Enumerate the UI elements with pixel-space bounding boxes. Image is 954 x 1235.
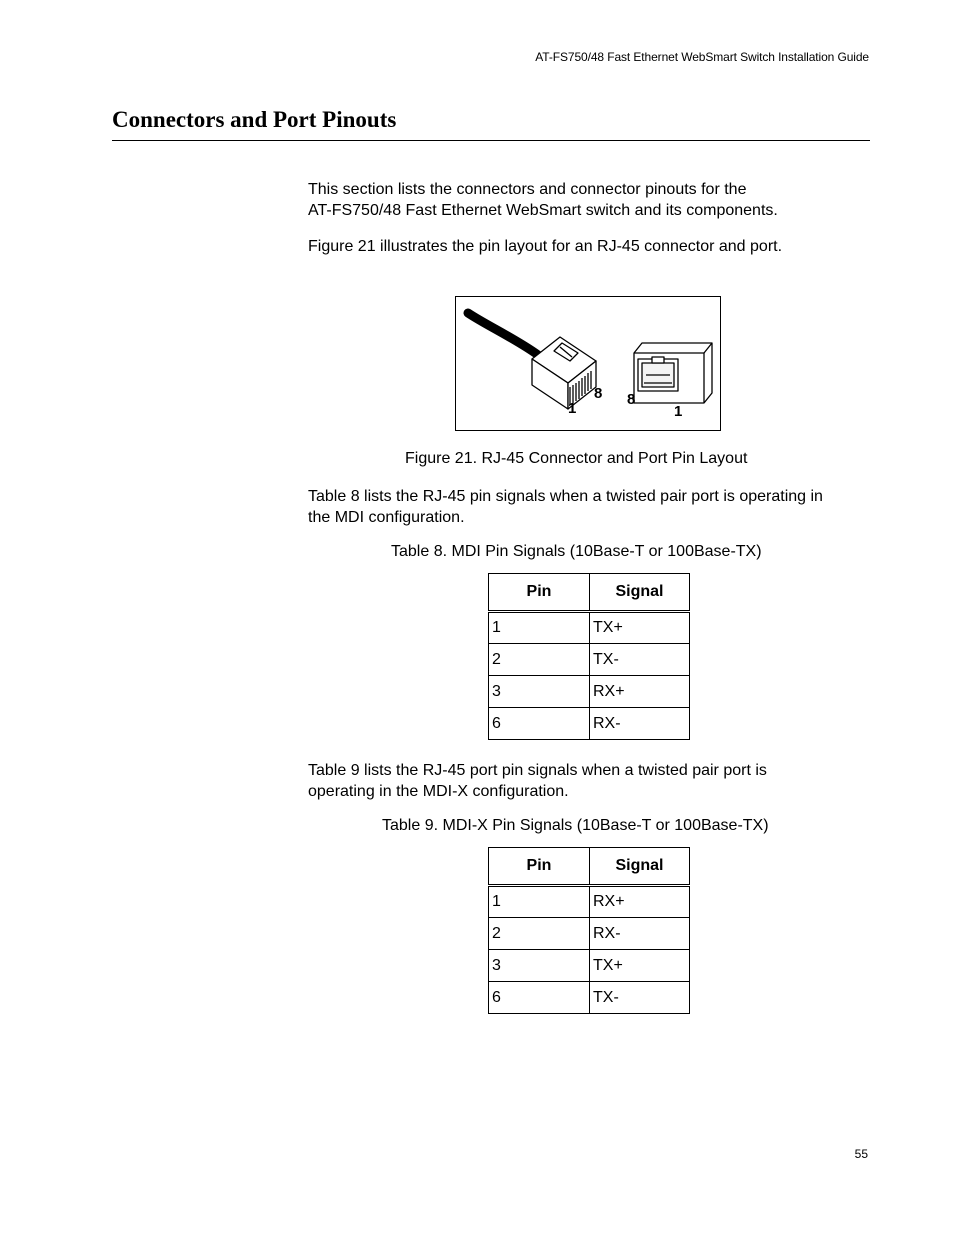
signal-cell: TX+ (590, 950, 690, 982)
pin-column-header: Pin (489, 574, 590, 612)
port-pin-8-label: 8 (627, 391, 636, 408)
running-header: AT-FS750/48 Fast Ethernet WebSmart Switch Installation Guide (535, 50, 869, 64)
table9-intro-line-2: operating in the MDI-X configuration. (308, 783, 569, 800)
cable-shape (468, 313, 538, 355)
rj45-plug-shape (532, 337, 596, 409)
signal-cell: RX- (590, 918, 690, 950)
table9-intro-paragraph (308, 760, 868, 802)
intro-line-2: AT-FS750/48 Fast Ethernet WebSmart switch and its components. (308, 202, 778, 219)
mdi-pin-table (488, 573, 690, 740)
figure-caption: Figure 21. RJ-45 Connector and Port Pin Layout (405, 450, 748, 467)
table9-intro-line-1: Table 9 lists the RJ-45 port pin signals when a twisted pair port is (308, 762, 767, 779)
figure-intro-paragraph: Figure 21 illustrates the pin layout for an RJ-45 connector and port. (308, 238, 783, 255)
port-pin-1-label: 1 (674, 403, 683, 420)
pin-cell: 3 (489, 950, 590, 982)
table8-intro-line-1: Table 8 lists the RJ-45 pin signals when a twisted pair port is operating in (308, 488, 823, 505)
pin-cell: 3 (489, 676, 590, 708)
table-header-row (489, 848, 690, 886)
signal-cell: RX+ (590, 676, 690, 708)
intro-paragraph (308, 179, 868, 221)
title-rule (112, 140, 870, 141)
table-row (489, 644, 690, 676)
table-row (489, 918, 690, 950)
pin-column-header: Pin (489, 848, 590, 886)
plug-pin-1-label: 1 (568, 400, 577, 417)
signal-column-header: Signal (590, 848, 690, 886)
table-header-row (489, 574, 690, 612)
table-row (489, 612, 690, 644)
page-number: 55 (854, 1147, 868, 1161)
section-title: Connectors and Port Pinouts (112, 107, 397, 132)
plug-pin-8-label: 8 (594, 385, 603, 402)
intro-line-1: This section lists the connectors and connector pinouts for the (308, 181, 747, 198)
signal-cell: TX+ (590, 612, 690, 644)
table-row (489, 708, 690, 740)
table-row (489, 950, 690, 982)
table-row (489, 676, 690, 708)
mdix-pin-table (488, 847, 690, 1014)
rj45-port-shape (634, 343, 712, 403)
signal-cell: TX- (590, 644, 690, 676)
signal-cell: TX- (590, 982, 690, 1014)
signal-column-header: Signal (590, 574, 690, 612)
table8-intro-line-2: the MDI configuration. (308, 509, 465, 526)
table8-intro-paragraph (308, 486, 868, 528)
table9-caption: Table 9. MDI-X Pin Signals (10Base-T or 100Base-TX) (382, 817, 769, 834)
pin-cell: 1 (489, 886, 590, 918)
pin-cell: 6 (489, 982, 590, 1014)
signal-cell: RX- (590, 708, 690, 740)
pin-cell: 6 (489, 708, 590, 740)
signal-cell: RX+ (590, 886, 690, 918)
table-row (489, 886, 690, 918)
pin-cell: 2 (489, 918, 590, 950)
pin-cell: 1 (489, 612, 590, 644)
table8-caption: Table 8. MDI Pin Signals (10Base-T or 100Base-TX) (391, 543, 762, 560)
pin-cell: 2 (489, 644, 590, 676)
table-row (489, 982, 690, 1014)
rj45-illustration (456, 297, 722, 432)
rj45-figure (455, 296, 721, 431)
